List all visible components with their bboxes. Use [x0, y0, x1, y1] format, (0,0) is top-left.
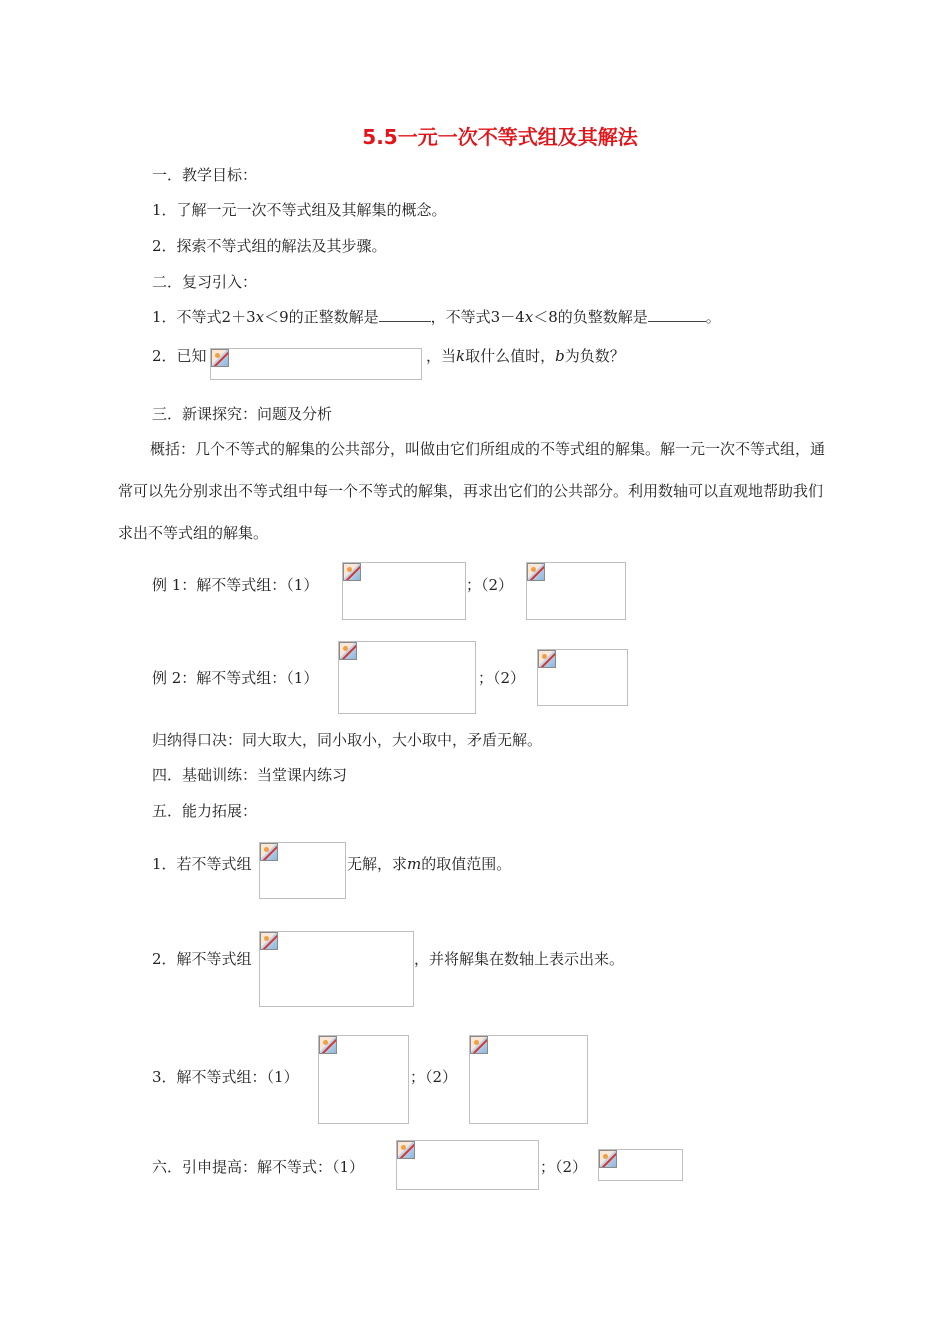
review-question-1: 1．不等式2＋3x＜9的正整数解是 ，不等式3－4x＜8的负整数解是 。 — [152, 308, 721, 326]
section6-label: 六．引申提高：解不等式：（1） — [152, 1158, 365, 1176]
section3-heading: 三．新课探究：问题及分析 — [152, 405, 333, 423]
example2-system-1-image — [338, 641, 476, 714]
extension-q3-system-1-image — [318, 1035, 409, 1124]
example1-system-1-image — [342, 562, 466, 620]
broken-image-icon — [319, 1036, 337, 1054]
section4-heading: 四．基础训练：当堂课内练习 — [152, 766, 348, 784]
extension-q3-system-2-image — [469, 1035, 588, 1124]
broken-image-icon — [339, 642, 357, 660]
broken-image-icon — [260, 932, 278, 950]
extension-question-1-lead: 1．若不等式组 — [152, 855, 252, 873]
broken-image-icon — [343, 563, 361, 581]
page-title: 5.5一元一次不等式组及其解法 — [362, 125, 638, 149]
broken-image-icon — [211, 349, 229, 367]
broken-image-icon — [397, 1141, 415, 1159]
broken-image-icon — [527, 563, 545, 581]
example1-separator: ；（2） — [466, 576, 514, 594]
example1-system-2-image — [526, 562, 626, 620]
extension-q2-system-image — [259, 931, 414, 1007]
extension-question-2-lead: 2．解不等式组 — [152, 950, 252, 968]
example1-label: 例 1：解不等式组：（1） — [152, 576, 319, 594]
review-question-2-tail: ，当k取什么值时，b为负数？ — [426, 347, 625, 365]
section6-separator: ；（2） — [540, 1158, 588, 1176]
broken-image-icon — [470, 1036, 488, 1054]
extension-q1-system-image — [259, 842, 346, 899]
extension-question-2-tail: ，并将解集在数轴上表示出来。 — [414, 950, 625, 968]
extension-question-3-separator: ；（2） — [410, 1068, 458, 1086]
broken-image-icon — [538, 650, 556, 668]
example2-label: 例 2：解不等式组：（1） — [152, 669, 319, 687]
answer-blank-2[interactable] — [648, 307, 706, 322]
broken-image-icon — [599, 1150, 617, 1168]
extension-question-3-label: 3．解不等式组：（1） — [152, 1068, 299, 1086]
section1-item-1: 1．了解一元一次不等式组及其解集的概念。 — [152, 201, 447, 219]
answer-blank-1[interactable] — [379, 307, 431, 322]
equation-image-given — [210, 348, 422, 380]
inequality-1-image — [396, 1140, 539, 1190]
section1-heading: 一．教学目标： — [152, 166, 258, 184]
review-question-2-lead: 2．已知 — [152, 347, 207, 365]
example2-system-2-image — [537, 649, 628, 706]
extension-question-1-tail: 无解，求m的取值范围。 — [347, 855, 512, 873]
broken-image-icon — [260, 843, 278, 861]
rule-mnemonic: 归纳得口决：同大取大，同小取小，大小取中，矛盾无解。 — [152, 731, 543, 749]
summary-paragraph: 概括：几个不等式的解集的公共部分，叫做由它们所组成的不等式组的解集。解一元一次不等式组，通常可以先分别求出不等式组中每一个不等式的解集，再求出它们的公共部分。利用数轴可以直观地帮助我们求出不等式组的解集。 — [118, 440, 826, 542]
example2-separator: ；（2） — [478, 669, 526, 687]
inequality-2-image — [598, 1149, 683, 1181]
section2-heading: 二．复习引入： — [152, 273, 258, 291]
section1-item-2: 2．探索不等式组的解法及其步骤。 — [152, 237, 387, 255]
section5-heading: 五．能力拓展： — [152, 802, 258, 820]
